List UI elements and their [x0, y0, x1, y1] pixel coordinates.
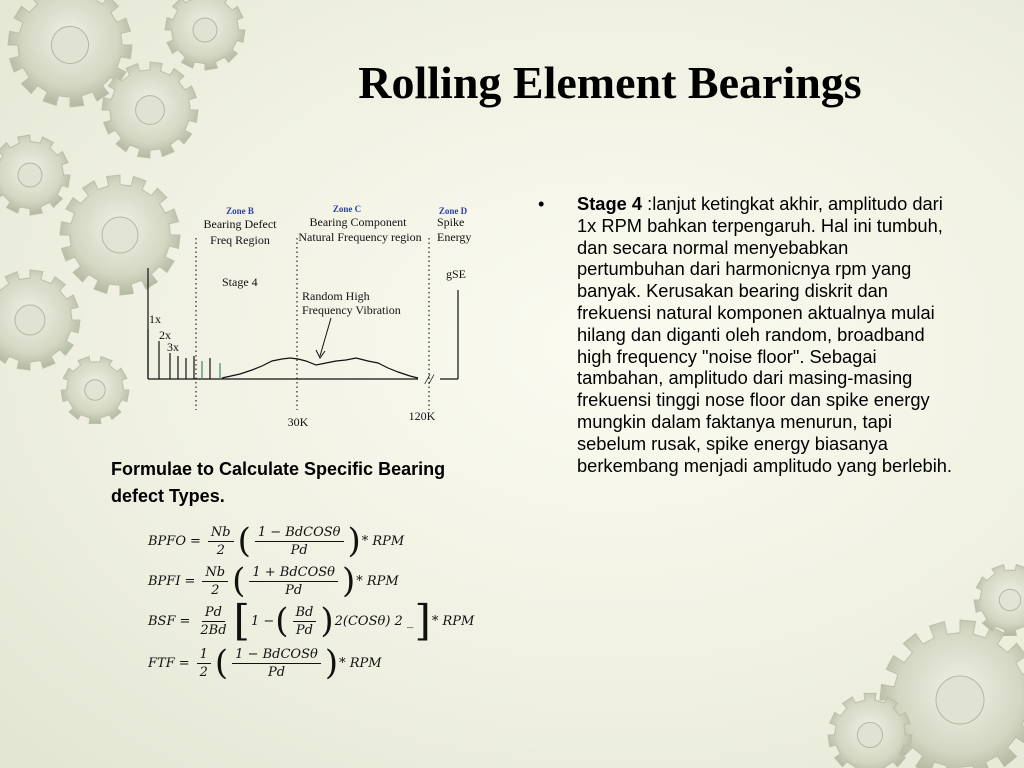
x-tick-120k: 120K [408, 409, 436, 423]
stage-4-bullet [538, 193, 958, 476]
random-label-line2: Frequency Vibration [302, 303, 401, 317]
zone-c-line1: Bearing Component [309, 215, 407, 229]
noise-floor-curve [222, 358, 418, 378]
gear-hub [15, 305, 45, 335]
gse-label: gSE [446, 267, 467, 281]
gear-hub [51, 26, 88, 63]
bpfo-formula: BPFO = $\frac{Nb}{2}$ ( $\frac{\text{1 − BdCOSθ}}{Pd}$ ) * RPM [148, 521, 405, 561]
stage-label: Stage 4 [222, 275, 258, 289]
ftf-name: FTF [148, 655, 175, 671]
bullet-lead: Stage 4 [577, 193, 643, 214]
zone-c-label: Zone C [332, 204, 362, 214]
zone-d-line1: Spike [437, 215, 465, 229]
gear-hub [18, 163, 42, 187]
zone-b-line2: Freq Region [210, 233, 270, 247]
gear-hub [136, 96, 165, 125]
gear-hub [85, 380, 105, 400]
bullet-text [577, 193, 958, 476]
bsf-name: BSF [148, 613, 176, 629]
bpfo-name: BPFO [148, 533, 186, 549]
ftf-formula: FTF = $\frac{1}{2}$ ( $\frac{\text{1 − BdCOSθ}}{Pd}$ ) * RPM [148, 643, 382, 683]
gear-hub [193, 18, 217, 42]
bpfi-formula: BPFI = $\frac{Nb}{2}$ ( $\frac{\text{1 + BdCOSθ}}{Pd}$ ) * RPM [148, 561, 399, 601]
x-tick-30k: 30K [287, 415, 309, 429]
zone-b-label: Zone B [226, 206, 254, 216]
harmonic-1x-label: 1x [149, 312, 161, 326]
bullet-marker: • [538, 193, 545, 214]
gear-hub [936, 676, 984, 724]
random-label-line1: Random High [302, 289, 370, 303]
gear-hub [857, 722, 882, 747]
harmonic-2x-label: 2x [159, 328, 171, 342]
formula-caption: Formulae to Calculate Specific Bearing defect Types. [111, 459, 446, 506]
bpfi-name: BPFI [148, 573, 181, 589]
zone-d-label: Zone D [438, 206, 468, 216]
zone-b-line1: Bearing Defect [203, 217, 277, 231]
slide-title: Rolling Element Bearings [358, 57, 862, 108]
gear-hub [102, 217, 138, 253]
zone-c-line2: Natural Frequency region [298, 230, 422, 244]
zone-d-line2: Energy [437, 230, 472, 244]
axis-break-mark: // [425, 372, 434, 388]
bullet-body: :lanjut ketingkat akhir, amplitudo dari 1x RPM bahkan terpengaruh. Hal ini tumbuh, dan secara normal menyebabkan pertumbuhan dari harmonicnya rpm yang banyak. Kerusakan bearing diskrit dan frekuensi natural komponen aktualnya mulai hilang dan diganti oleh random, broadband high frequency "noise floor". Sebagai tambahan, amplitudo dari masing-masing frekuensi tinggi nose floor dan spike energy mungkin dalam faktanya menurun, tapi sebelum rusak, spike energy biasanya berkembang menjadi amplitudo yang berlebih. [577, 193, 952, 476]
harmonic-3x-label: 3x [167, 340, 179, 354]
vibration-spectrum-diagram [140, 198, 490, 438]
bsf-formula: BSF = $\frac{Pd}{2Bd}$ [ 1 − ( $\frac{Bd}{Pd}$ ) 2(COSθ) 2 _ ] * RPM [148, 596, 475, 645]
random-vibration-arrow [320, 318, 331, 356]
gear-hub [999, 589, 1021, 611]
